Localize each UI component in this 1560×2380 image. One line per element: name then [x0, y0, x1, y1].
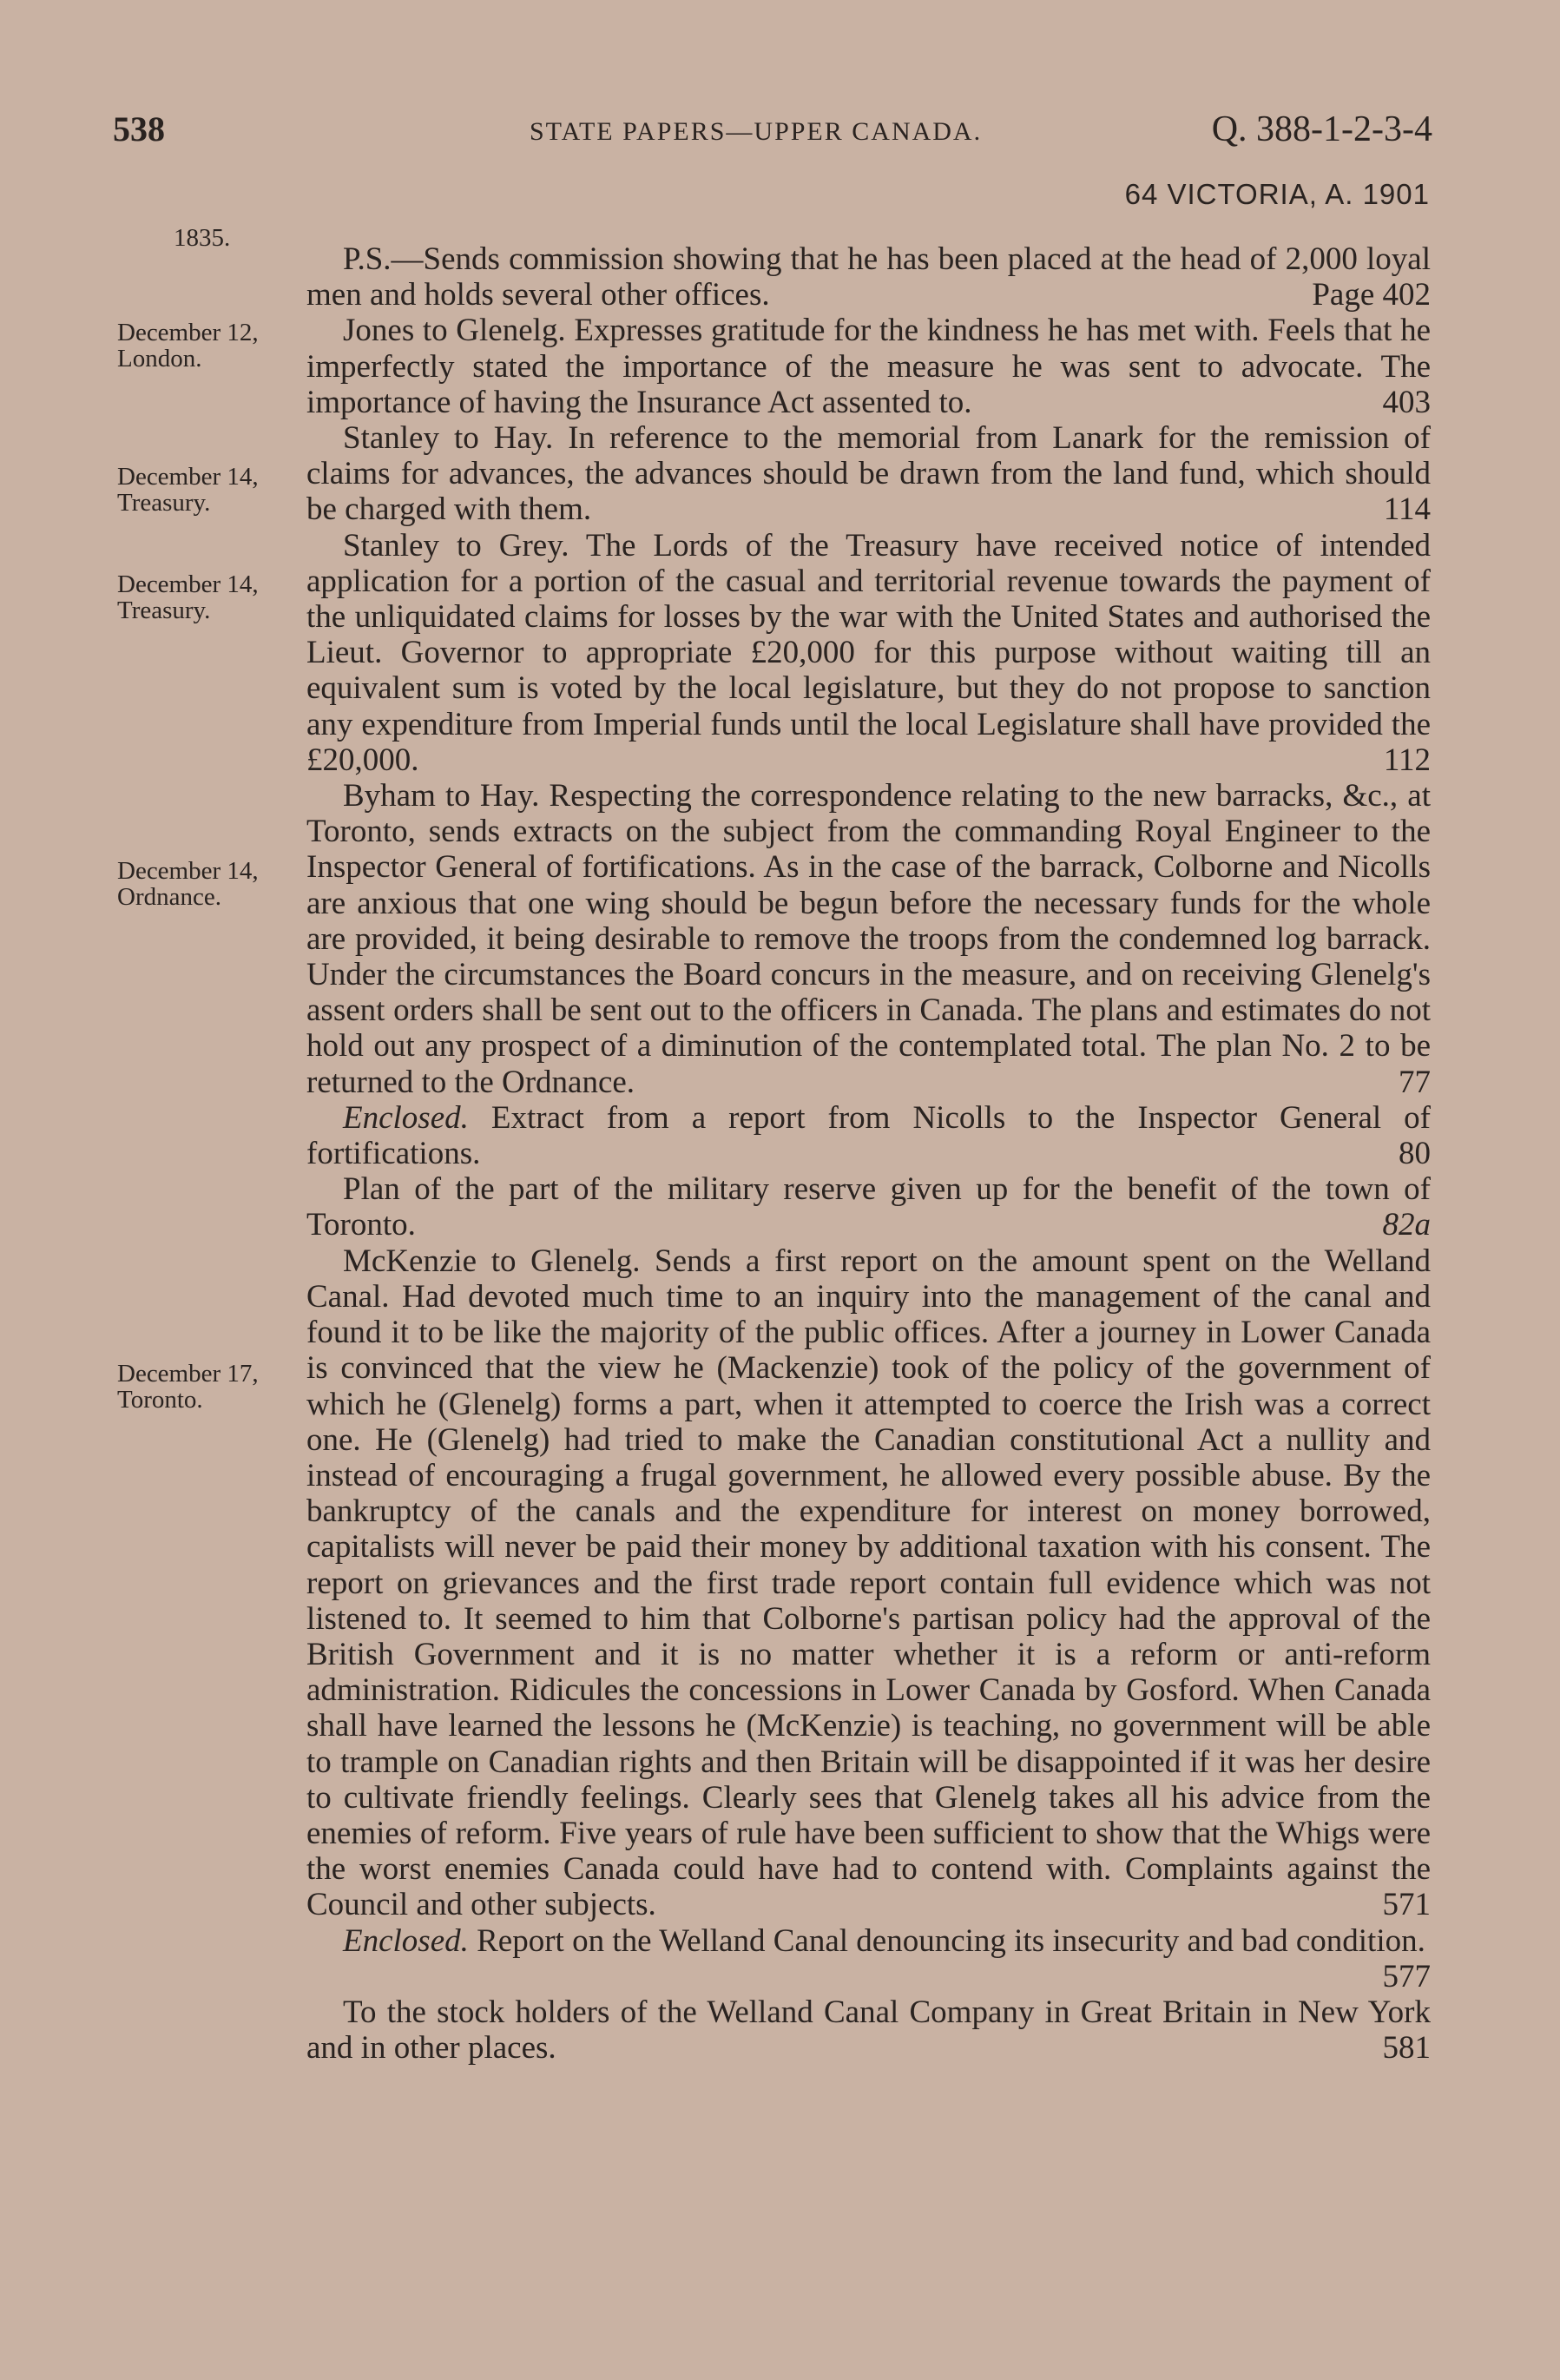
- page-reference: 571: [1382, 1887, 1431, 1923]
- entry-text: To the stock holders of the Welland Canal Company in Great Britain in New York and in other places.: [306, 1994, 1431, 2067]
- page-header: [113, 109, 1432, 161]
- page-reference: Page 402: [1312, 277, 1431, 313]
- entry-text: McKenzie to Glenelg. Sends a first report on the amount spent on the Welland Canal. Had devoted much time to an inquiry into the management of the canal and found it to be like the majority of the public offices. After a journey in Lower Canada is convinced that the view he (Mackenzie) took of the policy of the government of which he (Glenelg) forms a part, when it attempted to coerce the Irish was a correct one. He (Glenelg) had tried to make the Canadian constitutional Act a nullity and instead of encouraging a frugal government, he allowed every possible abuse. By the bankruptcy of the canals and the expenditure for interest on money borrowed, capitalists will never be paid their money by additional taxation with his consent. The report on grievances and the first trade report contain full evidence which was not listened to. It seemed to him that Colborne's partisan policy had the approval of the British Government and it is no matter whether it is a reform or anti-reform administration. Ridicules the concessions in Lower Canada by Gosford. When Canada shall have learned the lessons he (McKenzie) is teaching, no government will be able to trample on Canadian rights and then Britain will be disappointed if it was her desire to cultivate friendly feelings. Clearly sees that Glenelg takes all his advice from the enemies of reform. Five years of rule have been sufficient to show that the Whigs were the worst enemies Canada could have had to contend with. Complaints against the Council and other subjects.: [306, 1243, 1431, 1923]
- margin-note: [117, 320, 291, 372]
- calendar-entry: [306, 1243, 1431, 1923]
- entry-label: Enclosed.: [343, 1922, 469, 1959]
- margin-date: December 14,: [117, 570, 259, 598]
- page-reference: 114: [1383, 491, 1431, 528]
- margin-date: December 17,: [117, 1360, 259, 1388]
- margin-note: [117, 1361, 291, 1413]
- entry-text: Report on the Welland Canal denouncing its insecurity and bad condition.: [468, 1922, 1425, 1959]
- entry-text: Jones to Glenelg. Expresses gratitude for the kindness he has met with. Feels that he imperfectly stated the importance of the measure he was sent to advocate. The importance of having the Insurance Act assented to.: [306, 313, 1431, 420]
- page-reference: 403: [1382, 384, 1431, 420]
- entry-text: Stanley to Grey. The Lords of the Treasury have received notice of intended application for a portion of the casual and territorial revenue towards the payment of the unliquidated claims for losses by the war with the United States and authorised the Lieut. Governor to appropriate £20,000 for this purpose without waiting till an equivalent sum is voted by the local legislature, but they do not propose to sanction any expenditure from Imperial funds until the local Legislature shall have provided the £20,000.: [306, 527, 1431, 778]
- calendar-entry: [306, 1994, 1431, 2066]
- page-reference: 82a: [1382, 1207, 1431, 1243]
- margin-place: Ordnance.: [117, 883, 221, 911]
- running-title: STATE PAPERS—UPPER CANADA.: [530, 117, 983, 146]
- calendar-entry: [306, 420, 1431, 528]
- entry-text: Stanley to Hay. In reference to the memorial from Lanark for the remission of claims for advances, the advances should be drawn from the land fund, which should be charged with them.: [306, 420, 1431, 528]
- session-label: 64 VICTORIA, A. 1901: [1124, 178, 1430, 210]
- margin-date: December 14,: [117, 463, 259, 491]
- entry-text: Plan of the part of the military reserve given up for the benefit of the town of Toronto.: [306, 1171, 1431, 1243]
- calendar-entry: [306, 241, 1431, 313]
- margin-note: [117, 571, 291, 623]
- entry-text: Byham to Hay. Respecting the correspondence relating to the new barracks, &c., at Toronto, sends extracts on the subject from the commanding Royal Engineer to the Inspector General of fortifications. As in the case of the barrack, Colborne and Nicolls are anxious that one wing should be begun before the necessary funds for the whole are provided, it being desirable to remove the troops from the condemned log barrack. Under the circumstances the Board concurs in the measure, and on receiving Glenelg's assent orders shall be sent out to the officers in Canada. The plans and estimates do not hold out any prospect of a diminution of the contemplated total. The plan No. 2 to be returned to the Ordnance.: [306, 778, 1431, 1100]
- entry-label: Enclosed.: [343, 1099, 469, 1136]
- calendar-entry: [306, 1923, 1431, 1994]
- calendar-entry: [306, 528, 1431, 778]
- entry-text: Extract from a report from Nicolls to the Inspector General of fortifications.: [306, 1099, 1431, 1172]
- margin-date: December 14,: [117, 857, 259, 885]
- page-reference: 77: [1399, 1064, 1431, 1100]
- margin-note: [117, 858, 291, 910]
- page-number: 538: [113, 109, 165, 148]
- margin-place: Treasury.: [117, 489, 211, 517]
- archive-reference: Q. 388-1-2-3-4: [1211, 109, 1432, 149]
- margin-date: December 12,: [117, 319, 259, 346]
- margin-place: London.: [117, 345, 202, 372]
- calendar-body: [306, 241, 1431, 2066]
- calendar-entry: [306, 778, 1431, 1100]
- calendar-entry: [306, 1171, 1431, 1243]
- calendar-entry: [306, 1100, 1431, 1171]
- page-reference: 577: [1382, 1958, 1431, 1994]
- page-reference: 112: [1383, 742, 1431, 778]
- page-reference: 581: [1382, 2030, 1431, 2067]
- entry-text: P.S.—Sends commission showing that he has been placed at the head of 2,000 loyal men and holds several other offices.: [306, 241, 1431, 313]
- margin-place: Toronto.: [117, 1386, 203, 1414]
- calendar-entry: [306, 313, 1431, 420]
- margin-place: Treasury.: [117, 597, 211, 624]
- year-label: 1835.: [174, 224, 231, 252]
- margin-note: [117, 464, 291, 516]
- page-reference: 80: [1399, 1136, 1431, 1172]
